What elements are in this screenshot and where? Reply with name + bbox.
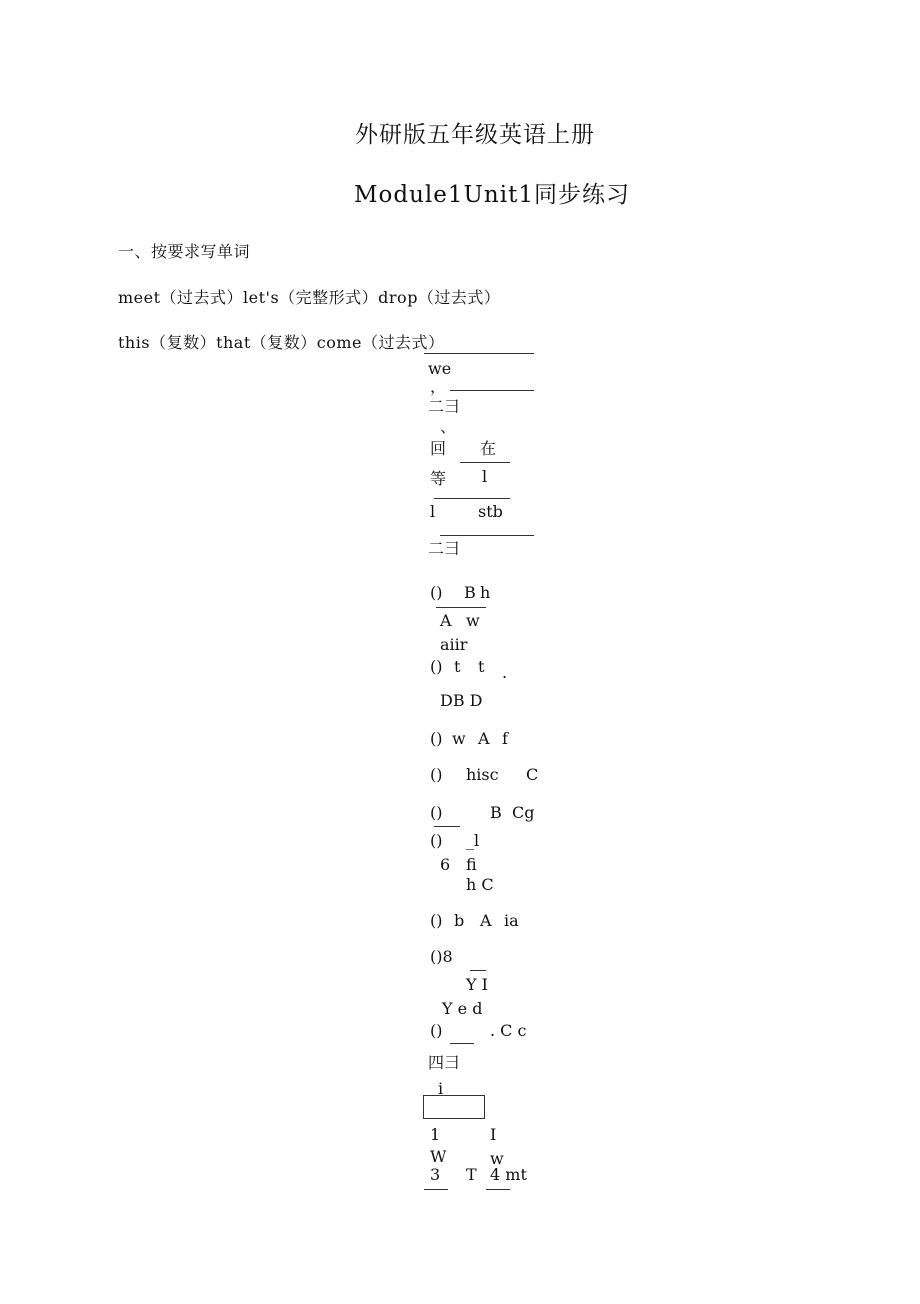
answer-line — [470, 970, 486, 971]
frag-q9-paren: () — [430, 1021, 443, 1040]
frag-comma: ， — [430, 377, 447, 396]
frag-ia: ia — [504, 911, 519, 930]
frag-cg: Cg — [512, 803, 535, 822]
exercise-line-1: meet（过去式）let's（完整形式）drop（过去式） — [118, 288, 501, 307]
answer-line — [434, 498, 510, 499]
frag-q3-paren: () — [430, 729, 443, 748]
frag-stb: stb — [478, 502, 503, 521]
answer-line — [450, 390, 534, 391]
answer-box — [423, 1095, 485, 1119]
frag-t2: t — [478, 657, 485, 676]
frag-a: A — [440, 611, 452, 630]
frag-dbd: DB D — [440, 691, 483, 710]
frag-q4-paren: () — [430, 765, 443, 784]
frag-we: we — [428, 359, 452, 378]
frag-w2: w — [452, 729, 466, 748]
frag-w: w — [466, 611, 480, 630]
frag-dot: . — [502, 663, 508, 682]
answer-line — [460, 462, 510, 463]
frag-b2: B — [490, 803, 502, 822]
frag-hc: h C — [466, 875, 494, 894]
frag-i-mark: i — [438, 1079, 444, 1098]
frag-hisc: hisc — [466, 765, 499, 784]
frag-w3: W — [430, 1147, 447, 1166]
frag-t1: t — [454, 657, 461, 676]
answer-line — [486, 1189, 510, 1190]
frag-a3: A — [480, 911, 492, 930]
frag-f: f — [502, 729, 508, 748]
frag-w4: w — [490, 1149, 504, 1168]
section-heading: 一、按要求写单词 — [118, 242, 251, 261]
frag-one-b: l — [430, 502, 436, 521]
page-subtitle: Module1Unit1同步练习 — [354, 182, 630, 208]
frag-garble-2: 二彐 — [428, 539, 461, 558]
frag-garble-1: 二彐 — [428, 397, 461, 416]
frag-1: 1 — [430, 1125, 441, 1144]
answer-line — [436, 607, 486, 608]
frag-q1-paren: () — [430, 583, 443, 602]
frag-deng: 等 — [430, 469, 447, 488]
frag-6: 6 — [440, 855, 451, 874]
answer-line — [424, 1189, 448, 1190]
exercise-line-2: this（复数）that（复数）come（过去式） — [118, 333, 445, 352]
frag-q5-paren: () — [430, 803, 443, 822]
frag-l-underscore: _l — [466, 831, 480, 850]
answer-line — [440, 535, 534, 536]
frag-i2: I — [490, 1125, 497, 1144]
answer-line — [434, 826, 460, 827]
frag-q7-paren: () — [430, 911, 443, 930]
frag-q2-paren: () — [430, 657, 443, 676]
frag-yed: Y e d — [442, 999, 483, 1018]
frag-tick: 、 — [440, 417, 457, 436]
frag-cc: . C c — [490, 1021, 527, 1040]
frag-fi: fi — [466, 855, 477, 874]
frag-c1: C — [526, 765, 539, 784]
frag-garble-3: 四彐 — [428, 1053, 461, 1072]
frag-hui: 回 — [430, 439, 447, 458]
frag-q6-paren: () — [430, 831, 443, 850]
page-title: 外研版五年级英语上册 — [355, 122, 595, 148]
frag-3: 3 — [430, 1165, 441, 1184]
frag-a2: A — [478, 729, 490, 748]
frag-q1-h: h — [480, 583, 491, 602]
frag-q8: ()8 — [430, 947, 453, 966]
answer-line — [450, 1043, 474, 1044]
frag-b3: b — [454, 911, 465, 930]
frag-aiir: aiir — [440, 635, 468, 654]
frag-t3: T — [466, 1165, 477, 1184]
frag-q1-b: B — [464, 583, 476, 602]
frag-zai: 在 — [480, 439, 497, 458]
frag-one-a: l — [482, 467, 488, 486]
frag-4mt: 4 mt — [490, 1165, 527, 1184]
answer-line — [424, 353, 534, 354]
frag-yi: Y I — [466, 975, 488, 994]
